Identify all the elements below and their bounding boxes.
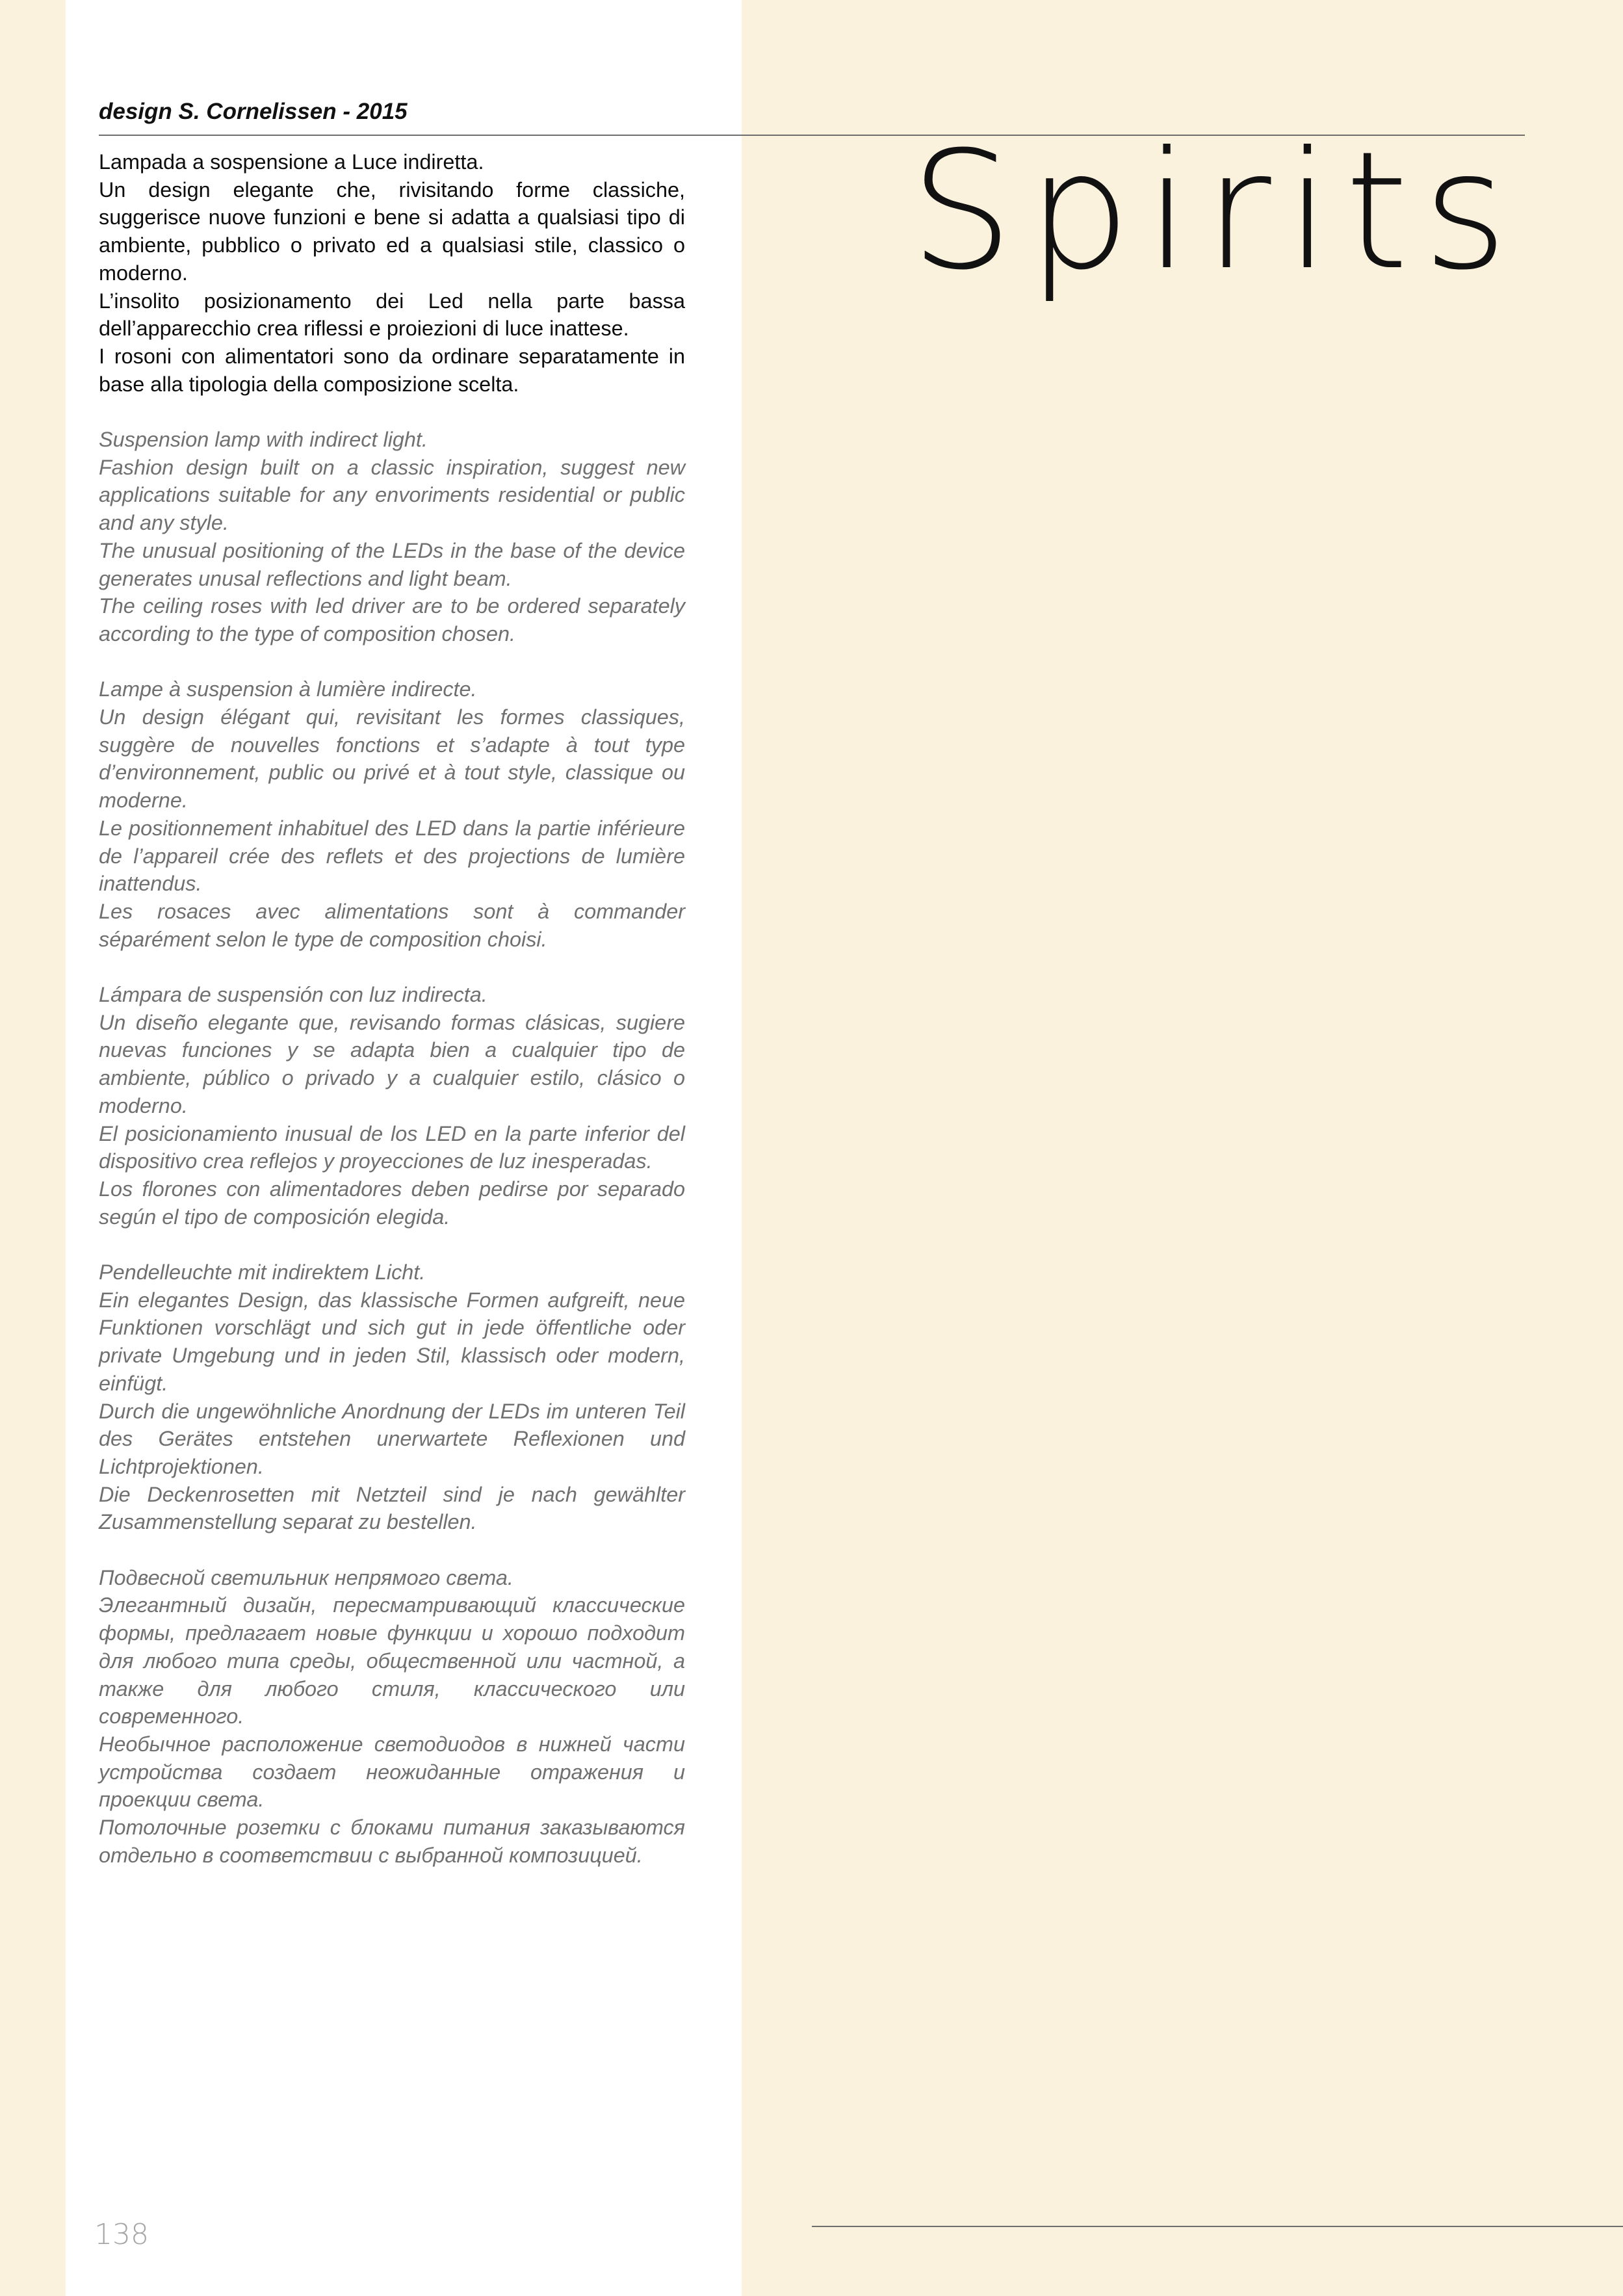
description-german [99, 1259, 685, 1536]
designer-credit: design S. Cornelissen - 2015 [99, 99, 408, 124]
italian-paragraph: Un design elegante che, rivisitando forme classiche, suggerisce nuove funzioni e bene si adatta a qualsiasi tipo di ambiente, pubblico o privato ed a qualsiasi stile, classico o moderno. [99, 177, 685, 285]
description-french [99, 675, 685, 953]
russian-paragraph: Элегантный дизайн, пересматривающий классические формы, предлагает новые функции и хорошо подходит для любого типа среды, общественной или частной, а также для любого стиля, классического или современного. [99, 1593, 685, 1729]
spanish-paragraph: El posicionamiento inusual de los LED en la parte inferior del dispositivo crea reflejos y proyecciones de luz inesperadas. [99, 1121, 685, 1173]
english-paragraph: The unusual positioning of the LEDs in the base of the device generates unusal reflections and light beam. [99, 538, 685, 590]
description-english [99, 426, 685, 648]
description-column [99, 148, 685, 1897]
german-paragraph: Ein elegantes Design, das klassische Formen aufgreift, neue Funktionen vorschlägt und sich gut in jede öffentliche oder private Umgebung und in jeden Stil, klassisch oder modern, einfügt. [99, 1288, 685, 1395]
product-title: Spirits [910, 116, 1522, 306]
spanish-paragraph: Un diseño elegante que, revisando formas clásicas, sugiere nuevas funciones y se adapta bien a cualquier tipo de ambiente, público o privado y a cualquier estilo, clásico o moderno. [99, 1010, 685, 1117]
bottom-divider [812, 2226, 1623, 2227]
italian-paragraph: L’insolito posizionamento dei Led nella parte bassa dell’apparecchio crea riflessi e proiezioni di luce inattese. [99, 289, 685, 341]
french-paragraph: Le positionnement inhabituel des LED dans la partie inférieure de l’appareil crée des reflets et des projections de lumière inattendus. [99, 816, 685, 896]
german-paragraph: Die Deckenrosetten mit Netzteil sind je nach gewählter Zusammenstellung separat zu bestellen. [99, 1482, 685, 1534]
spanish-paragraph: Los florones con alimentadores deben pedirse por separado según el tipo de composición elegida. [99, 1177, 685, 1229]
english-paragraph: The ceiling roses with led driver are to be ordered separately according to the type of composition chosen. [99, 594, 685, 646]
page-number: 138 [94, 2218, 149, 2251]
english-paragraph: Fashion design built on a classic inspiration, suggest new applications suitable for any envoriments residential or public and any style. [99, 455, 685, 535]
french-paragraph: Les rosaces avec alimentations sont à commander séparément selon le type de composition choisi. [99, 899, 685, 951]
french-paragraph: Un design élégant qui, revisitant les formes classiques, suggère de nouvelles fonctions et s’adapte à tout type d’environnement, public ou privé et à tout style, classique ou moderne. [99, 705, 685, 813]
russian-paragraph: Подвесной светильник непрямого света. [99, 1565, 513, 1589]
description-russian [99, 1564, 685, 1870]
spanish-paragraph: Lámpara de suspensión con luz indirecta. [99, 983, 487, 1007]
description-spanish [99, 981, 685, 1231]
description-italian [99, 148, 685, 398]
italian-paragraph: I rosoni con alimentatori sono da ordinare separatamente in base alla tipologia della composizione scelta. [99, 344, 685, 396]
english-paragraph: Suspension lamp with indirect light. [99, 428, 428, 452]
french-paragraph: Lampe à suspension à lumière indirecte. [99, 677, 477, 701]
russian-paragraph: Необычное расположение светодиодов в нижней части устройства создает неожиданные отражения и проекции света. [99, 1732, 685, 1812]
german-paragraph: Durch die ungewöhnliche Anordnung der LEDs im unteren Teil des Gerätes entstehen unerwartete Reflexionen und Lichtprojektionen. [99, 1399, 685, 1478]
german-paragraph: Pendelleuchte mit indirektem Licht. [99, 1260, 426, 1285]
russian-paragraph: Потолочные розетки с блоками питания заказываются отдельно в соответствии с выбранной композицией. [99, 1816, 685, 1867]
italian-paragraph: Lampada a sospensione a Luce indiretta. [99, 150, 484, 174]
